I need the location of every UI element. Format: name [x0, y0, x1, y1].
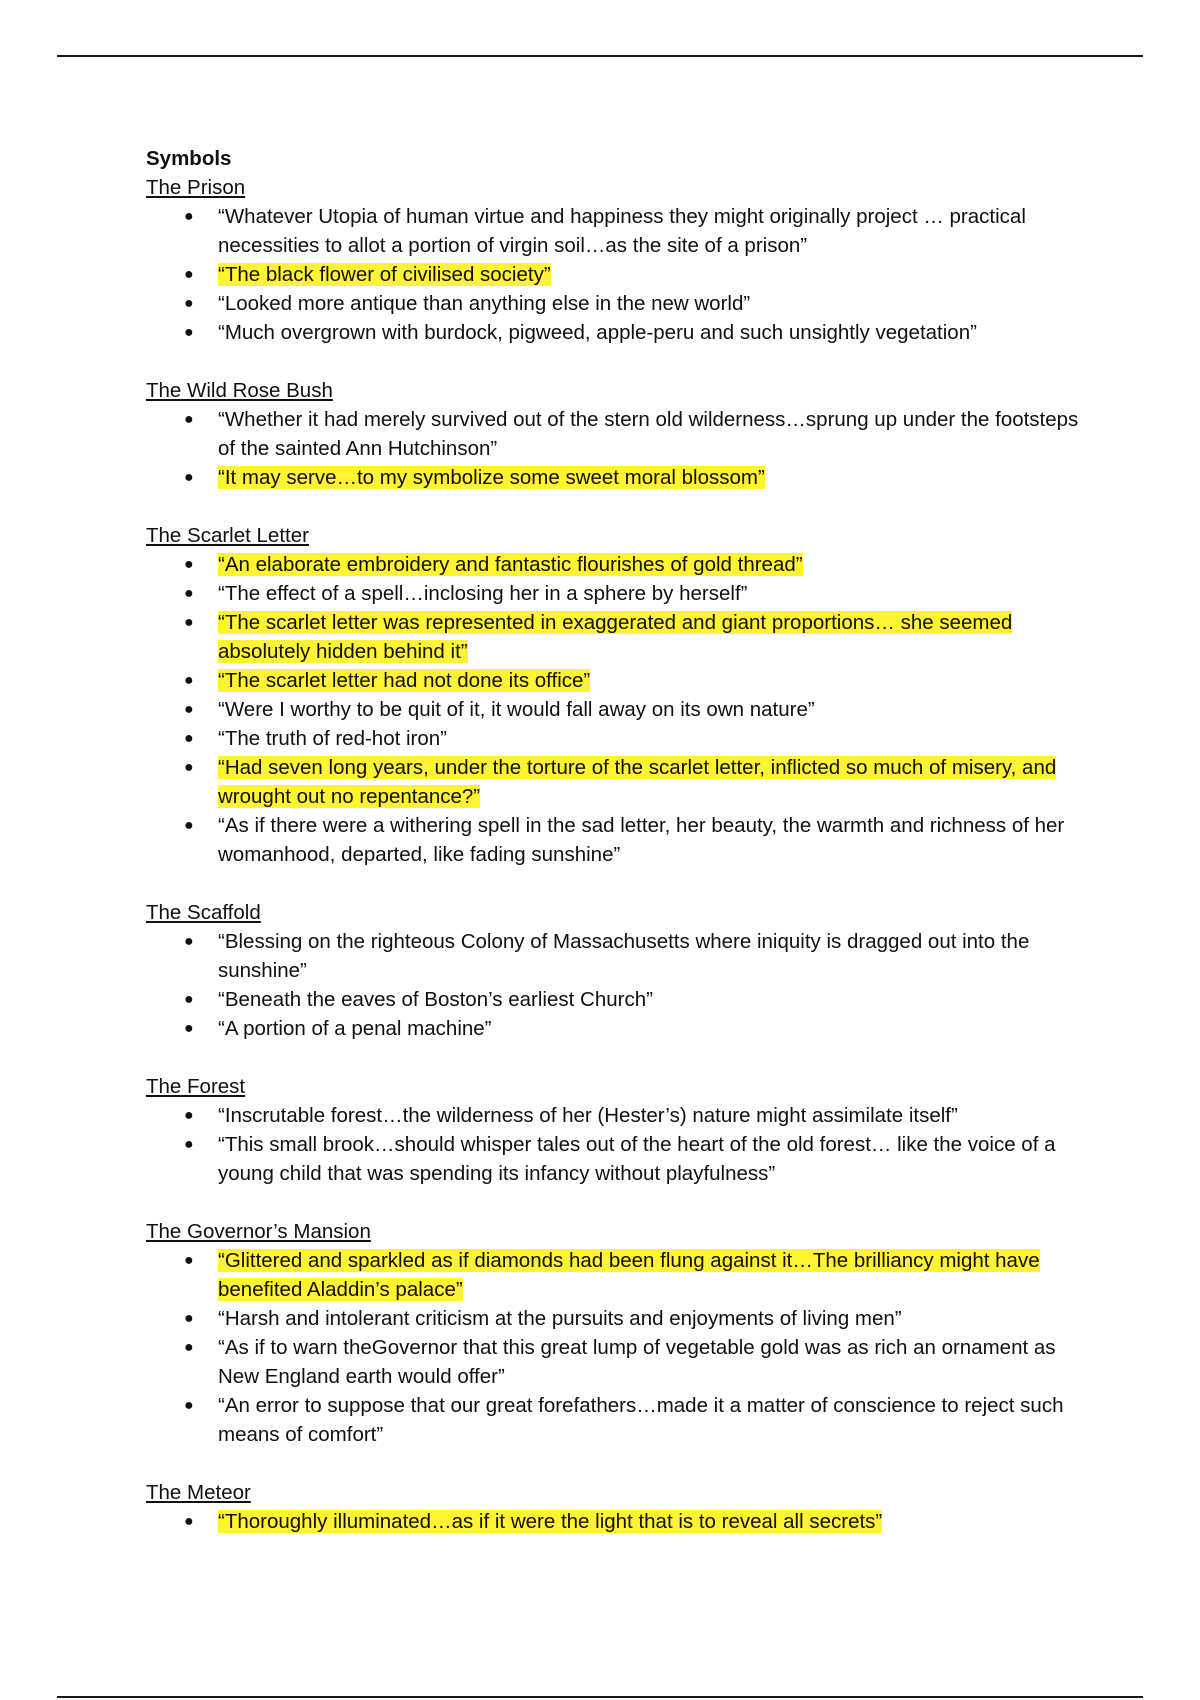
quote-text: “Whether it had merely survived out of the stern old wilderness…sprung up under the footsteps of the sainted Ann Hutchinson” [218, 408, 1079, 460]
quote-text: “The truth of red-hot iron” [218, 727, 448, 750]
quote-text: “A portion of a penal machine” [218, 1017, 492, 1040]
quote-text: “As if there were a withering spell in the sad letter, her beauty, the warmth and richness of her womanhood, departed, like fading sunshine” [218, 814, 1065, 866]
bullet-icon: ● [184, 759, 194, 776]
quote-item [184, 985, 1086, 1014]
quote-item [184, 260, 1086, 289]
section-heading: The Governor’s Mansion [146, 1220, 371, 1243]
document-body [146, 144, 1086, 1536]
highlighted-quote-text: “Thoroughly illuminated…as if it were the light that is to reveal all secrets” [218, 1510, 883, 1533]
quote-list [146, 1101, 1086, 1188]
quote-list [146, 1246, 1086, 1449]
section-heading: The Scarlet Letter [146, 524, 309, 547]
quote-text: “Inscrutable forest…the wilderness of her (Hester’s) nature might assimilate itself” [218, 1104, 958, 1127]
bullet-icon: ● [184, 1397, 194, 1414]
section-the-forest [146, 1072, 1086, 1188]
quote-list [146, 405, 1086, 492]
highlighted-quote-text: “An elaborate embroidery and fantastic flourishes of gold thread” [218, 553, 803, 576]
section-heading: The Wild Rose Bush [146, 379, 333, 402]
quote-item [184, 550, 1086, 579]
bullet-icon: ● [184, 614, 194, 631]
quote-text: “As if to warn theGovernor that this great lump of vegetable gold was as rich an ornament as New England earth would offer” [218, 1336, 1056, 1388]
quote-item [184, 202, 1086, 260]
quote-item [184, 1014, 1086, 1043]
section-heading: The Prison [146, 176, 246, 199]
quote-item [184, 753, 1086, 811]
bullet-icon: ● [184, 1107, 194, 1124]
quote-item [184, 695, 1086, 724]
highlighted-quote-text: “The scarlet letter had not done its office” [218, 669, 591, 692]
bullet-icon: ● [184, 556, 194, 573]
section-the-scarlet-letter [146, 521, 1086, 869]
bullet-icon: ● [184, 1136, 194, 1153]
section-the-scaffold [146, 898, 1086, 1043]
top-rule [57, 55, 1143, 57]
quote-text: “This small brook…should whisper tales out of the heart of the old forest… like the voice of a young child that was spending its infancy without playfulness” [218, 1133, 1056, 1185]
quote-item [184, 289, 1086, 318]
quote-item [184, 1391, 1086, 1449]
quote-item [184, 811, 1086, 869]
section-the-prison [146, 173, 1086, 347]
quote-list [146, 927, 1086, 1043]
quote-item [184, 1507, 1086, 1536]
quote-item [184, 1304, 1086, 1333]
quote-text: “An error to suppose that our great forefathers…made it a matter of conscience to reject such means of comfort” [218, 1394, 1064, 1446]
quote-list [146, 202, 1086, 347]
highlighted-quote-text: “It may serve…to my symbolize some sweet moral blossom” [218, 466, 765, 489]
bullet-icon: ● [184, 730, 194, 747]
quote-item [184, 1101, 1086, 1130]
section-heading: The Scaffold [146, 901, 261, 924]
highlighted-quote-text: “Glittered and sparkled as if diamonds had been flung against it…The brilliancy might have benefited Aladdin’s palace” [218, 1249, 1040, 1301]
bottom-rule [57, 1696, 1143, 1698]
quote-text: “Much overgrown with burdock, pigweed, apple-peru and such unsightly vegetation” [218, 321, 977, 344]
quote-text: “Beneath the eaves of Boston’s earliest Church” [218, 988, 653, 1011]
document-title: Symbols [146, 147, 232, 170]
bullet-icon: ● [184, 324, 194, 341]
bullet-icon: ● [184, 1339, 194, 1356]
section-heading: The Forest [146, 1075, 246, 1098]
bullet-icon: ● [184, 991, 194, 1008]
quote-text: “Blessing on the righteous Colony of Massachusetts where iniquity is dragged out into the sunshine” [218, 930, 1030, 982]
section-the-meteor [146, 1478, 1086, 1536]
bullet-icon: ● [184, 411, 194, 428]
quote-item [184, 405, 1086, 463]
bullet-icon: ● [184, 266, 194, 283]
quote-item [184, 463, 1086, 492]
quote-item [184, 666, 1086, 695]
bullet-icon: ● [184, 1020, 194, 1037]
section-the-governor-s-mansion [146, 1217, 1086, 1449]
highlighted-quote-text: “The scarlet letter was represented in exaggerated and giant proportions… she seemed absolutely hidden behind it” [218, 611, 1013, 663]
quote-item [184, 1246, 1086, 1304]
quote-item [184, 724, 1086, 753]
quote-text: “Whatever Utopia of human virtue and happiness they might originally project … practical necessities to allot a portion of virgin soil…as the site of a prison” [218, 205, 1026, 257]
bullet-icon: ● [184, 469, 194, 486]
quote-item [184, 318, 1086, 347]
bullet-icon: ● [184, 817, 194, 834]
highlighted-quote-text: “Had seven long years, under the torture of the scarlet letter, inflicted so much of misery, and wrought out no repentance?” [218, 756, 1057, 808]
bullet-icon: ● [184, 672, 194, 689]
bullet-icon: ● [184, 701, 194, 718]
quote-item [184, 1130, 1086, 1188]
bullet-icon: ● [184, 208, 194, 225]
quote-text: “Harsh and intolerant criticism at the pursuits and enjoyments of living men” [218, 1307, 902, 1330]
bullet-icon: ● [184, 585, 194, 602]
bullet-icon: ● [184, 1513, 194, 1530]
bullet-icon: ● [184, 295, 194, 312]
quote-list [146, 1507, 1086, 1536]
section-the-wild-rose-bush [146, 376, 1086, 492]
quote-item [184, 927, 1086, 985]
highlighted-quote-text: “The black flower of civilised society” [218, 263, 551, 286]
quote-text: “Were I worthy to be quit of it, it would fall away on its own nature” [218, 698, 815, 721]
quote-item [184, 1333, 1086, 1391]
bullet-icon: ● [184, 1310, 194, 1327]
quote-text: “The effect of a spell…inclosing her in a sphere by herself” [218, 582, 748, 605]
bullet-icon: ● [184, 1252, 194, 1269]
section-heading: The Meteor [146, 1481, 251, 1504]
bullet-icon: ● [184, 933, 194, 950]
quote-text: “Looked more antique than anything else in the new world” [218, 292, 751, 315]
sections-container [146, 173, 1086, 1536]
quote-item [184, 608, 1086, 666]
quote-list [146, 550, 1086, 869]
quote-item [184, 579, 1086, 608]
